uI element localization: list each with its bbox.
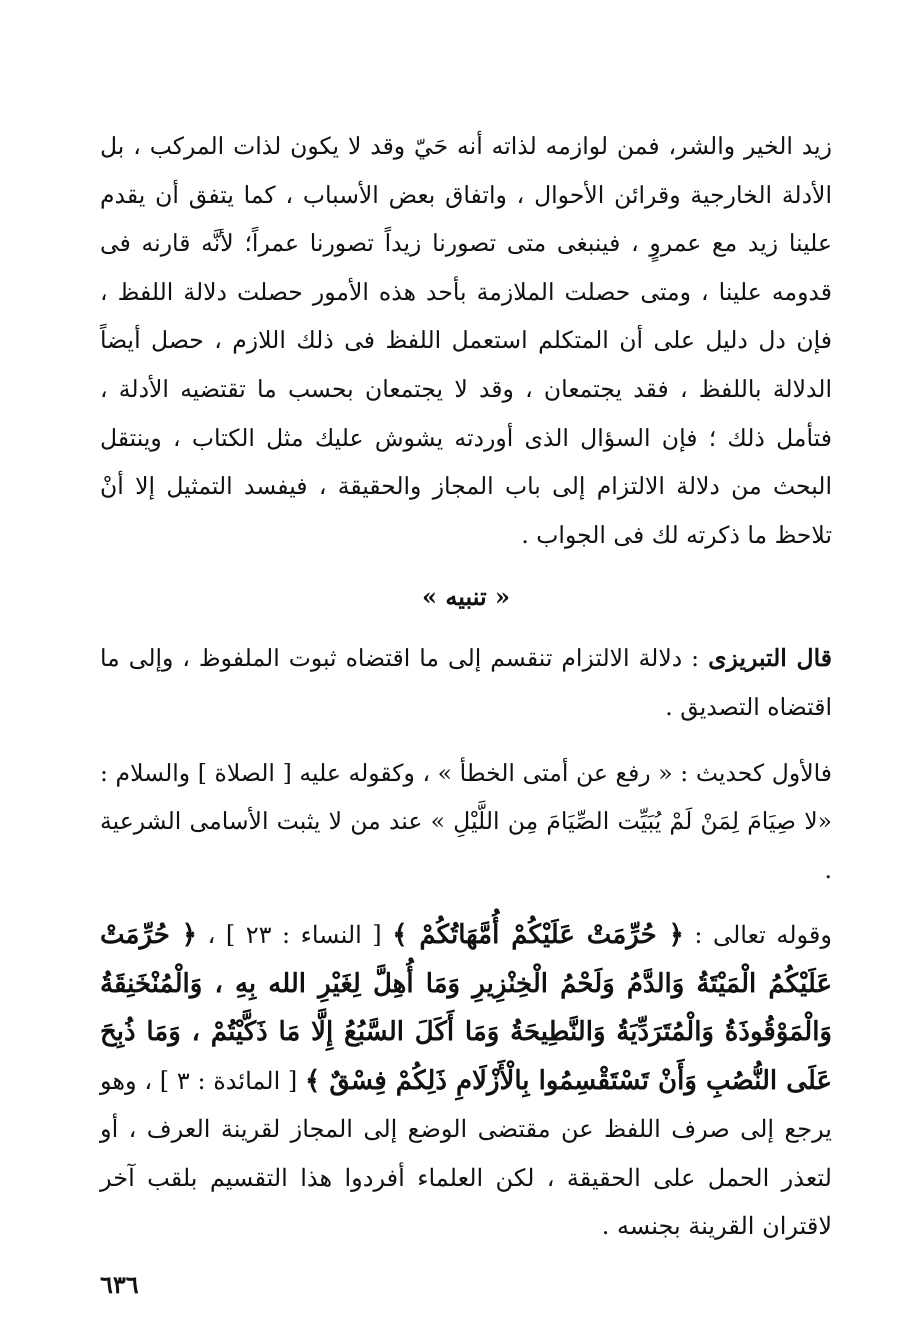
page-body (100, 122, 832, 1251)
quran-verse-2: ﴿ حُرِّمَتْ عَلَيْكُمُ الْمَيْتَةُ وَالدَّمُ وَلَحْمُ الْخِنْزِيرِ وَمَا أُهِلَّ لِغَيْرِ الله بِهِ ، وَالْمُنْخَنِقَةُ وَالْمَوْقُوذَةُ وَالْمُتَرَدِّيَةُ وَالنَّطِيحَةُ وَمَا أَكَلَ السَّبُعُ إِلَّا مَا ذَكَّيْتُمْ ، وَمَا ذُبِحَ عَلَى النُّصُبِ وَأَنْ تَسْتَقْسِمُوا بِالْأَزْلَامِ ذَلِكُمْ فِسْقٌ ﴾ (100, 920, 833, 1096)
paragraph-4-text: وهو يرجع إلى صرف اللفظ عن مقتضى الوضع إلى المجاز لقرينة العرف ، أو لتعذر الحمل على الحقيقة ، لكن العلماء أفردوا هذا التقسيم بلقب آخر لاقتران القرينة بجنسه . (100, 1066, 832, 1241)
paragraph-2 (100, 634, 832, 731)
paragraph-2-text: : دلالة الالتزام تنقسم إلى ما اقتضاه ثبوت الملفوظ ، وإلى ما اقتضاه التصديق . (100, 644, 832, 721)
paragraph-1: زيد الخير والشر، فمن لوازمه لذاته أنه حَيّ وقد لا يكون لذات المركب ، بل الأدلة الخارجية وقرائن الأحوال ، واتفاق بعض الأسباب ، كما يتفق أن يقدم علينا زيد مع عمروٍ ، فينبغى متى تصورنا زيداً تصورنا عمراً؛ لأنَّه قارنه فى قدومه علينا ، ومتى حصلت الملازمة بأحد هذه الأمور حصلت دلالة اللفظ ، فإن دل دليل على أن المتكلم استعمل اللفظ فى ذلك اللازم ، حصل أيضاً الدلالة باللفظ ، فقد يجتمعان ، وقد لا يجتمعان بحسب ما تقتضيه الأدلة ، فتأمل ذلك ؛ فإن السؤال الذى أوردته يشوش عليك مثل الكتاب ، وينتقل البحث من دلالة الالتزام إلى باب المجاز والحقيقة ، فيفسد التمثيل إلا أنْ تلاحظ ما ذكرته لك فى الجواب . (100, 132, 832, 549)
verse-reference-2: [ المائدة : ٣ ] ، (144, 1066, 298, 1095)
paragraph-4-start: وقوله تعالى : (694, 921, 832, 950)
quran-verse-1: ﴿ حُرِّمَتْ عَلَيْكُمْ أُمَّهَاتُكُمْ ﴾ (392, 920, 684, 951)
page-number: ٦٣٦ (100, 1270, 139, 1299)
section-heading: « تنبيه » (422, 582, 510, 612)
paragraph-3: فالأول كحديث : « رفع عن أمتى الخطأ » ، وكقوله عليه [ الصلاة ] والسلام : «لا صِيَامَ لِمَنْ لَمْ يُبَيِّت الصِّيَامَ مِن اللَّيْلِ » عند من لا يثبت الأسامى الشرعية . (100, 758, 832, 884)
author-name: قال التبريزى (708, 644, 832, 673)
paragraph-4 (100, 911, 832, 1251)
verse-reference-1: [ النساء : ٢٣ ] ، (207, 921, 382, 950)
